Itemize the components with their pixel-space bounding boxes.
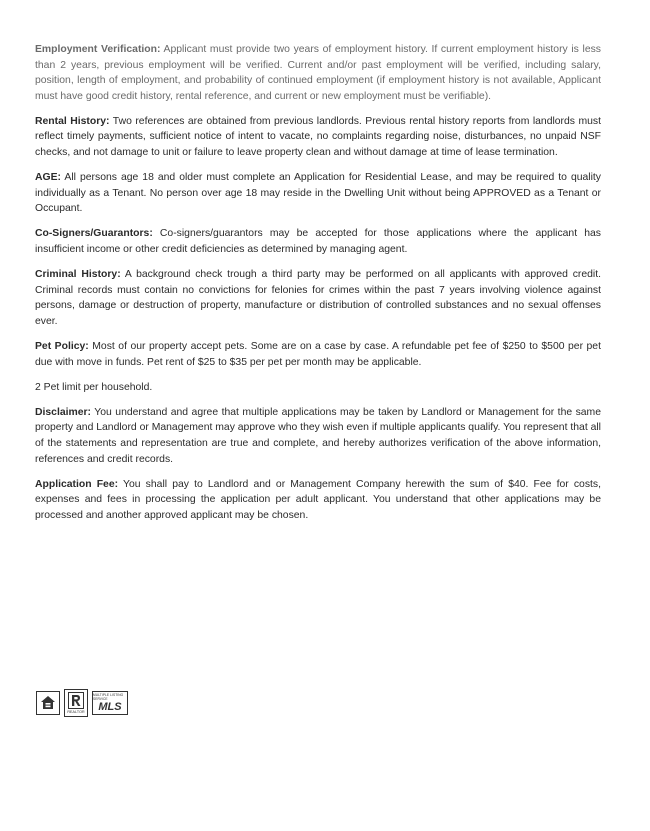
employment-verification-text: Applicant must provide two years of employment history. If current employment history is less than 2 years, previous employment will be verified. Current and/or past employment will be verified, including salary, position, length of employment, and probability of continued employment (if employment history is not available, Applicant must have good credit history, rental reference, and current or new employment must be verifiable). [35, 44, 601, 102]
pet-policy-label: Pet Policy: [35, 341, 89, 352]
disclaimer-paragraph [35, 405, 601, 467]
age-text: All persons age 18 and older must complete an Application for Residential Lease, and may be required to quality individually as a Tenant. No person over age 18 may reside in the Dwelling Unit without being APPROVED as a Tenant or Occupant. [35, 172, 601, 215]
document-body [35, 42, 601, 533]
pet-policy-text: Most of our property accept pets. Some are on a case by case. A refundable pet fee of $250 to $500 per pet due with move in funds. Pet rent of $25 to $35 per pet per month may be applicable. [35, 341, 601, 368]
employment-verification-paragraph [35, 42, 601, 104]
employment-verification-label: Employment Verification: [35, 44, 161, 55]
house-icon [39, 694, 57, 712]
realtor-r-icon [68, 692, 84, 709]
co-signers-text: Co-signers/guarantors may be accepted for those applications where the applicant has insufficient income or other credit deficiencies as determined by managing agent. [35, 228, 601, 256]
age-paragraph [35, 170, 601, 217]
disclaimer-label: Disclaimer: [35, 406, 92, 418]
mls-logo [92, 691, 128, 715]
co-signers-label: Co-Signers/Guarantors: [35, 228, 153, 240]
pet-limit-paragraph [35, 380, 601, 396]
criminal-history-text: A background check trough a third party may be performed on all applicants with approved credit. Criminal records must contain no convictions for felonies for crimes within the past 7 years involving violence against persons, damage or destruction of property, manufacture or distribution of controlled substances and no sexual offenses ever. [35, 269, 602, 327]
disclaimer-text: You understand and agree that multiple applications may be taken by Landlord or Management for the same property and Landlord or Management may approve who they wish even if multiple applicants qualify. You represent that all of the statements and representation are true and complete, and hereby authorizes verification of the above information, references and credit records. [35, 406, 601, 465]
rental-history-paragraph [35, 114, 601, 161]
application-fee-text: You shall pay to Landlord and or Management Company herewith the sum of $40. Fee for costs, expenses and fees in processing the application per adult applicant. You understand that other applications may be processed and another approved applicant may be chosen. [35, 478, 601, 521]
rental-history-text: Two references are obtained from previous landlords. Previous rental history reports from landlords must reflect timely payments, sufficient notice of intent to vacate, no complaints regarding noise, disturbances, no unpaid NSF checks, and not damage to unit or failure to leave property clean and without damage at time of lease termination. [35, 115, 601, 159]
co-signers-paragraph [35, 226, 601, 257]
application-fee-label: Application Fee: [35, 478, 119, 490]
criminal-history-label: Criminal History: [35, 269, 121, 281]
logo-strip [36, 689, 128, 717]
realtor-word: REALTOR [67, 710, 85, 714]
age-label: AGE: [35, 172, 61, 184]
mls-subtitle: MULTIPLE LISTING SERVICE [93, 693, 124, 701]
equal-housing-logo [36, 691, 60, 715]
criminal-history-paragraph [35, 267, 601, 329]
pet-policy-paragraph [35, 339, 601, 370]
pet-limit-text: 2 Pet limit per household. [35, 381, 153, 393]
application-fee-paragraph [35, 477, 601, 524]
mls-wordmark: MLS [98, 701, 122, 713]
rental-history-label: Rental History: [35, 115, 110, 127]
realtor-logo [64, 689, 88, 717]
